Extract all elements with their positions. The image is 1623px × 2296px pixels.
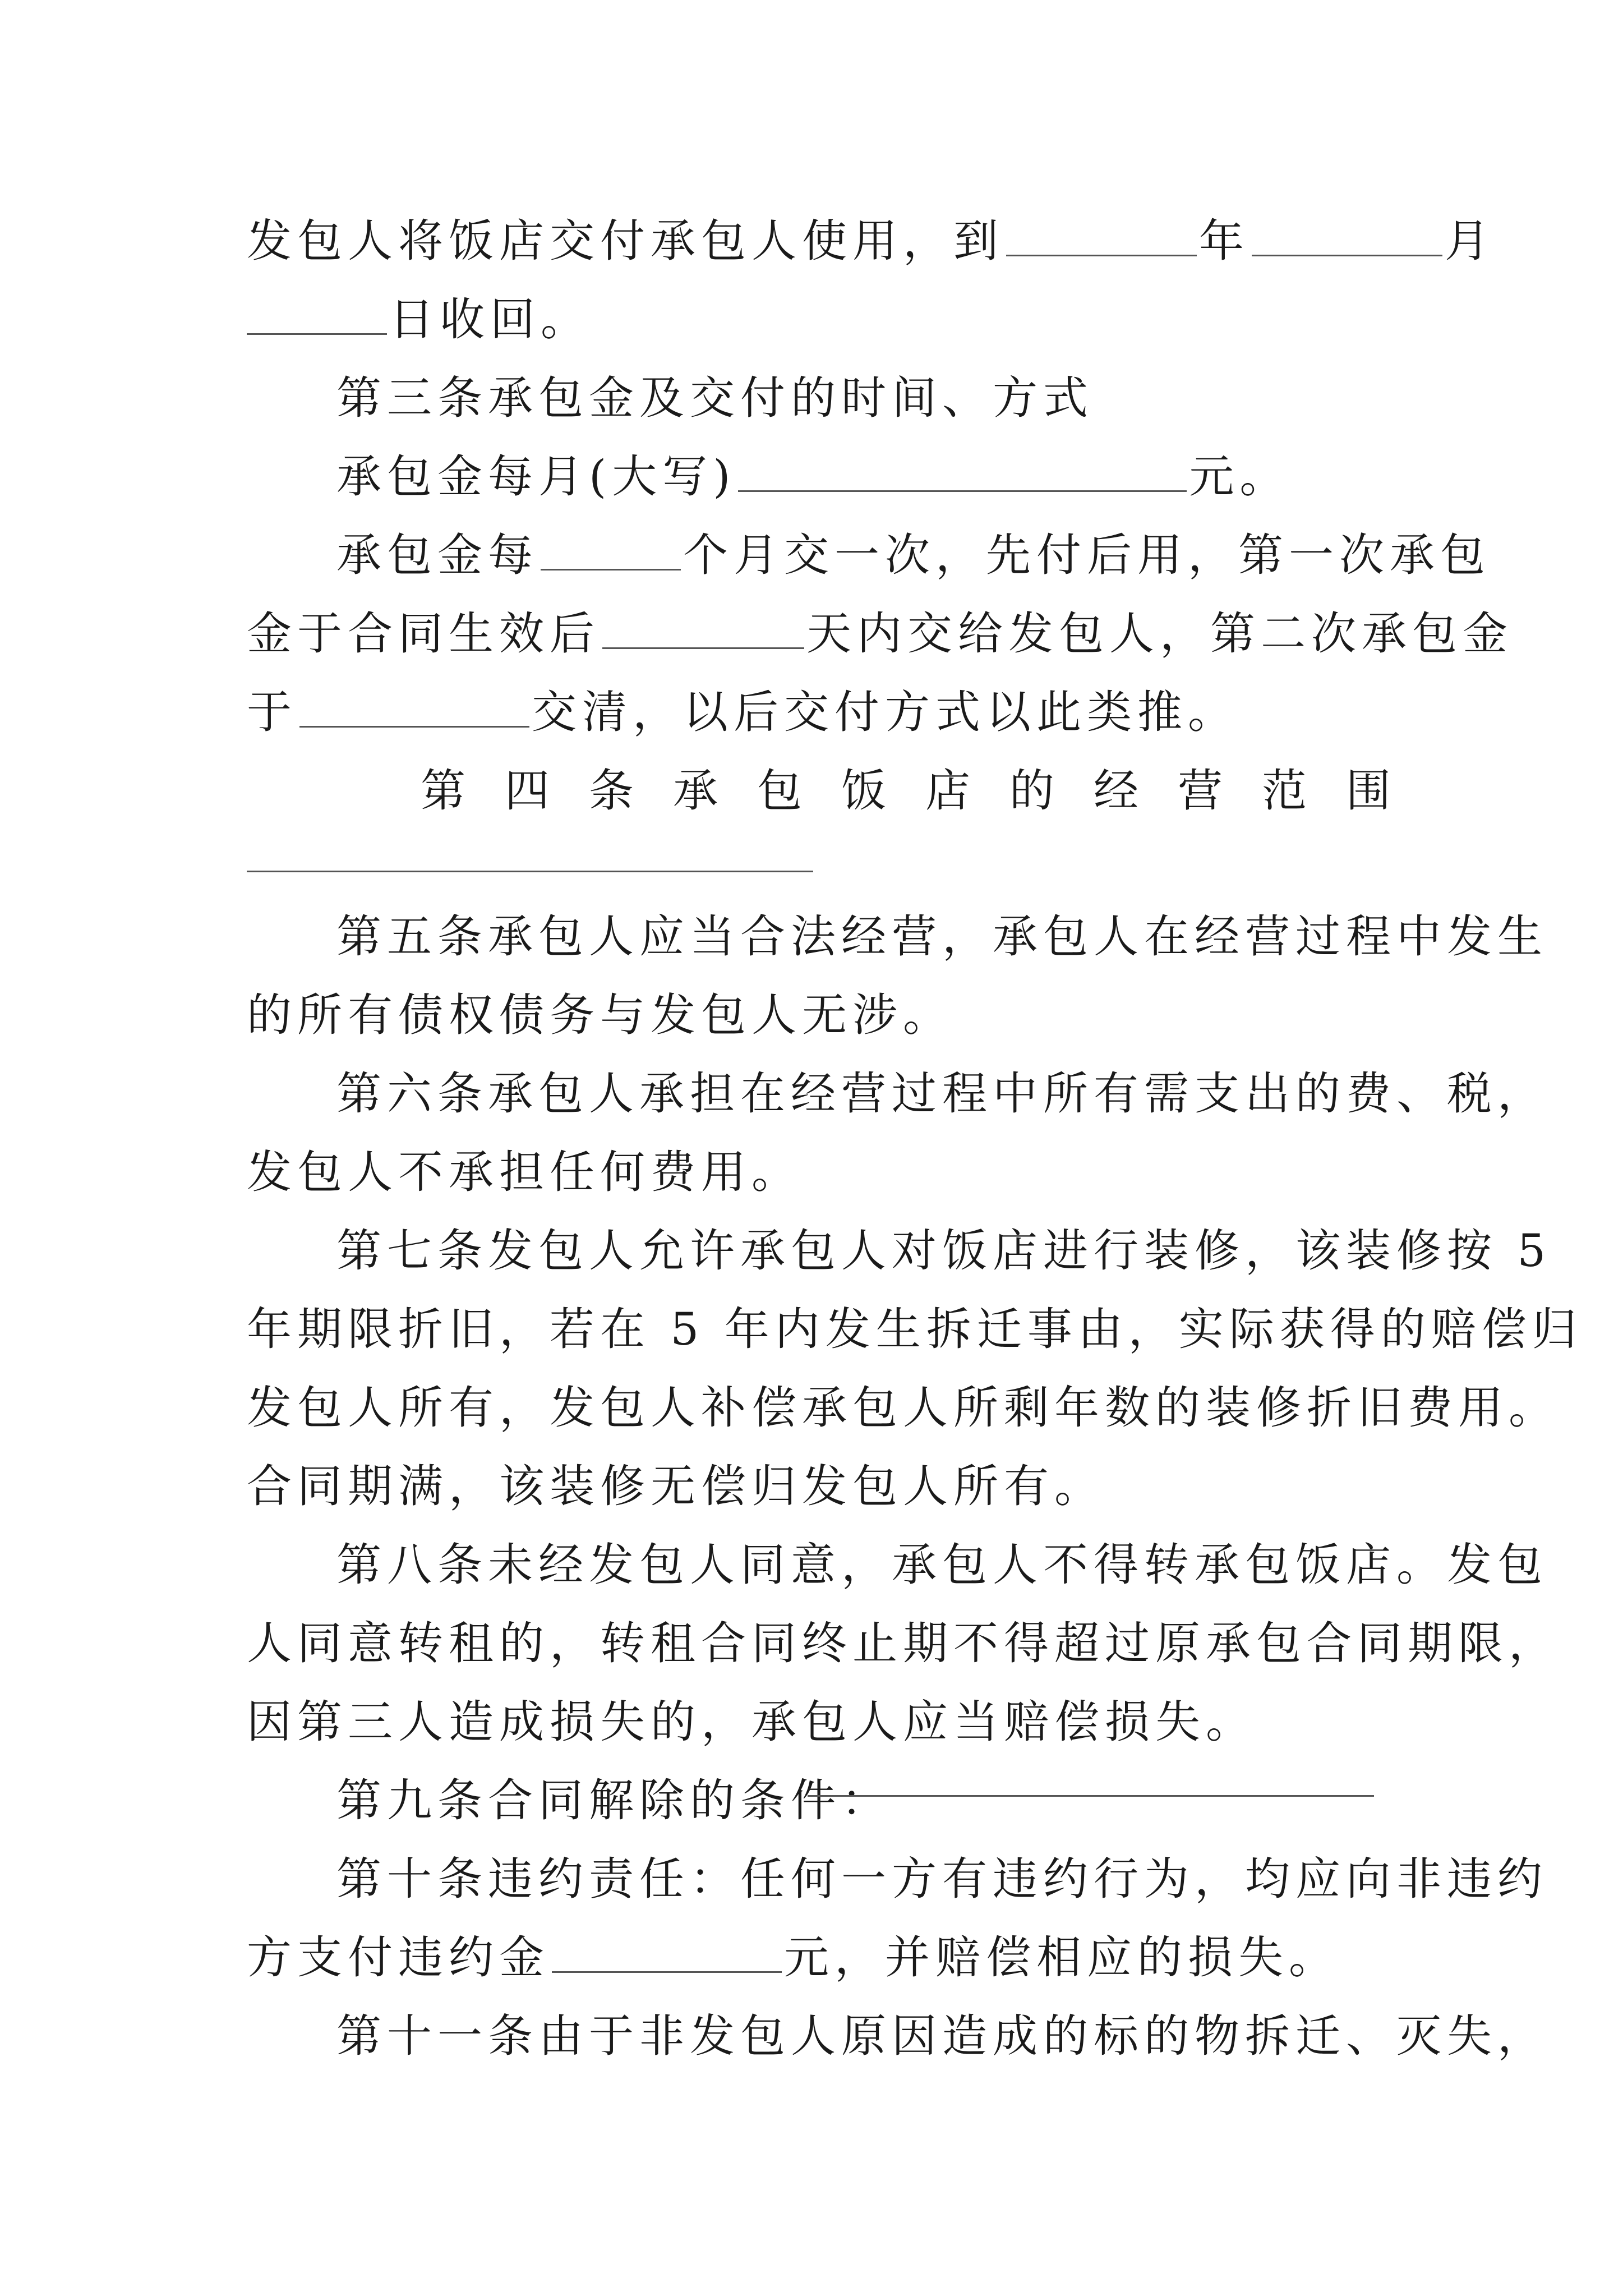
text: 交清，以后交付方式以此类推。: [532, 686, 1238, 738]
day-blank: [247, 293, 387, 335]
text: 年: [1199, 215, 1249, 267]
year-blank: [1006, 214, 1197, 256]
text: 发包人将饭店交付承包人使用，到: [247, 215, 1004, 267]
article-5-line1: 第五条承包人应当合法经营，承包人在经营过程中发生: [336, 910, 1548, 963]
article-7-line2: 年期限折旧，若在 5 年内发生拆迁事由，实际获得的赔偿归: [247, 1303, 1583, 1355]
business-scope-blank: [247, 871, 813, 872]
text: 个月交一次，先付后用，第一次承包: [683, 529, 1491, 581]
article-11-line1: 第十一条由于非发包人原因造成的标的物拆迁、灭失，: [336, 2010, 1548, 2062]
article-3-payment-line1: [336, 516, 1491, 595]
text: 于: [247, 686, 297, 738]
amount-blank: [738, 450, 1187, 492]
article-3-payment-line2: [247, 595, 1513, 673]
paragraph-return-date-line1: [247, 202, 1495, 280]
text: 承包金每: [336, 529, 538, 581]
article-5-line2: 的所有债权债务与发包人无涉。: [247, 989, 953, 1041]
article-6-line1: 第六条承包人承担在经营过程中所有需支出的费、税，: [336, 1068, 1548, 1120]
char: 条: [589, 765, 634, 817]
article-10-line2: [247, 1918, 1339, 1997]
penalty-blank: [552, 1931, 782, 1973]
char: 营: [1178, 765, 1223, 817]
article-8-line1: 第八条未经发包人同意，承包人不得转承包饭店。发包: [336, 1539, 1548, 1591]
date-blank: [299, 685, 529, 728]
char: 第: [421, 765, 465, 817]
text: 元，并赔偿相应的损失。: [784, 1931, 1339, 1984]
article-7-line3: 发包人所有，发包人补偿承包人所剩年数的装修折旧费用。: [247, 1382, 1559, 1434]
paragraph-return-date-line2: [247, 280, 591, 359]
article-9-line1: [336, 1761, 892, 1840]
article-7-line1: 第七条发包人允许承包人对饭店进行装修，该装修按 5: [336, 1225, 1552, 1277]
text: 方支付违约金: [247, 1931, 550, 1984]
article-8-line2: 人同意转租的，转租合同终止期不得超过原承包合同期限，: [247, 1617, 1559, 1669]
char: 四: [505, 765, 550, 817]
article-3-monthly-amount: [336, 438, 1290, 516]
char: 的: [1009, 765, 1054, 817]
text: 元。: [1189, 450, 1290, 503]
text: 月: [1445, 215, 1495, 267]
text: 承包金每月(大写): [336, 450, 736, 503]
char: 围: [1346, 765, 1391, 817]
char: 店: [925, 765, 970, 817]
char: 饭: [841, 765, 886, 817]
char: 包: [757, 765, 802, 817]
text: 金于合同生效后: [247, 608, 600, 660]
article-8-line3: 因第三人造成损失的，承包人应当赔偿损失。: [247, 1696, 1256, 1748]
article-3-title: 第三条承包金及交付的时间、方式: [336, 372, 1094, 424]
text: 日收回。: [389, 293, 591, 346]
article-4-title: [421, 752, 1391, 830]
months-blank: [541, 528, 681, 570]
article-7-line4: 合同期满，该装修无偿归发包人所有。: [247, 1460, 1105, 1512]
char: 范: [1262, 765, 1307, 817]
days-blank: [602, 607, 804, 649]
termination-conditions-blank: [808, 1795, 1374, 1797]
text: 天内交给发包人，第二次承包金: [806, 608, 1513, 660]
char: 承: [673, 765, 718, 817]
char: 经: [1094, 765, 1138, 817]
text: 第九条合同解除的条件：: [336, 1774, 892, 1826]
article-3-payment-line3: [247, 673, 1238, 752]
month-blank: [1252, 214, 1442, 256]
article-10-line1: 第十条违约责任：任何一方有违约行为，均应向非违约: [336, 1853, 1548, 1905]
article-6-line2: 发包人不承担任何费用。: [247, 1146, 802, 1198]
